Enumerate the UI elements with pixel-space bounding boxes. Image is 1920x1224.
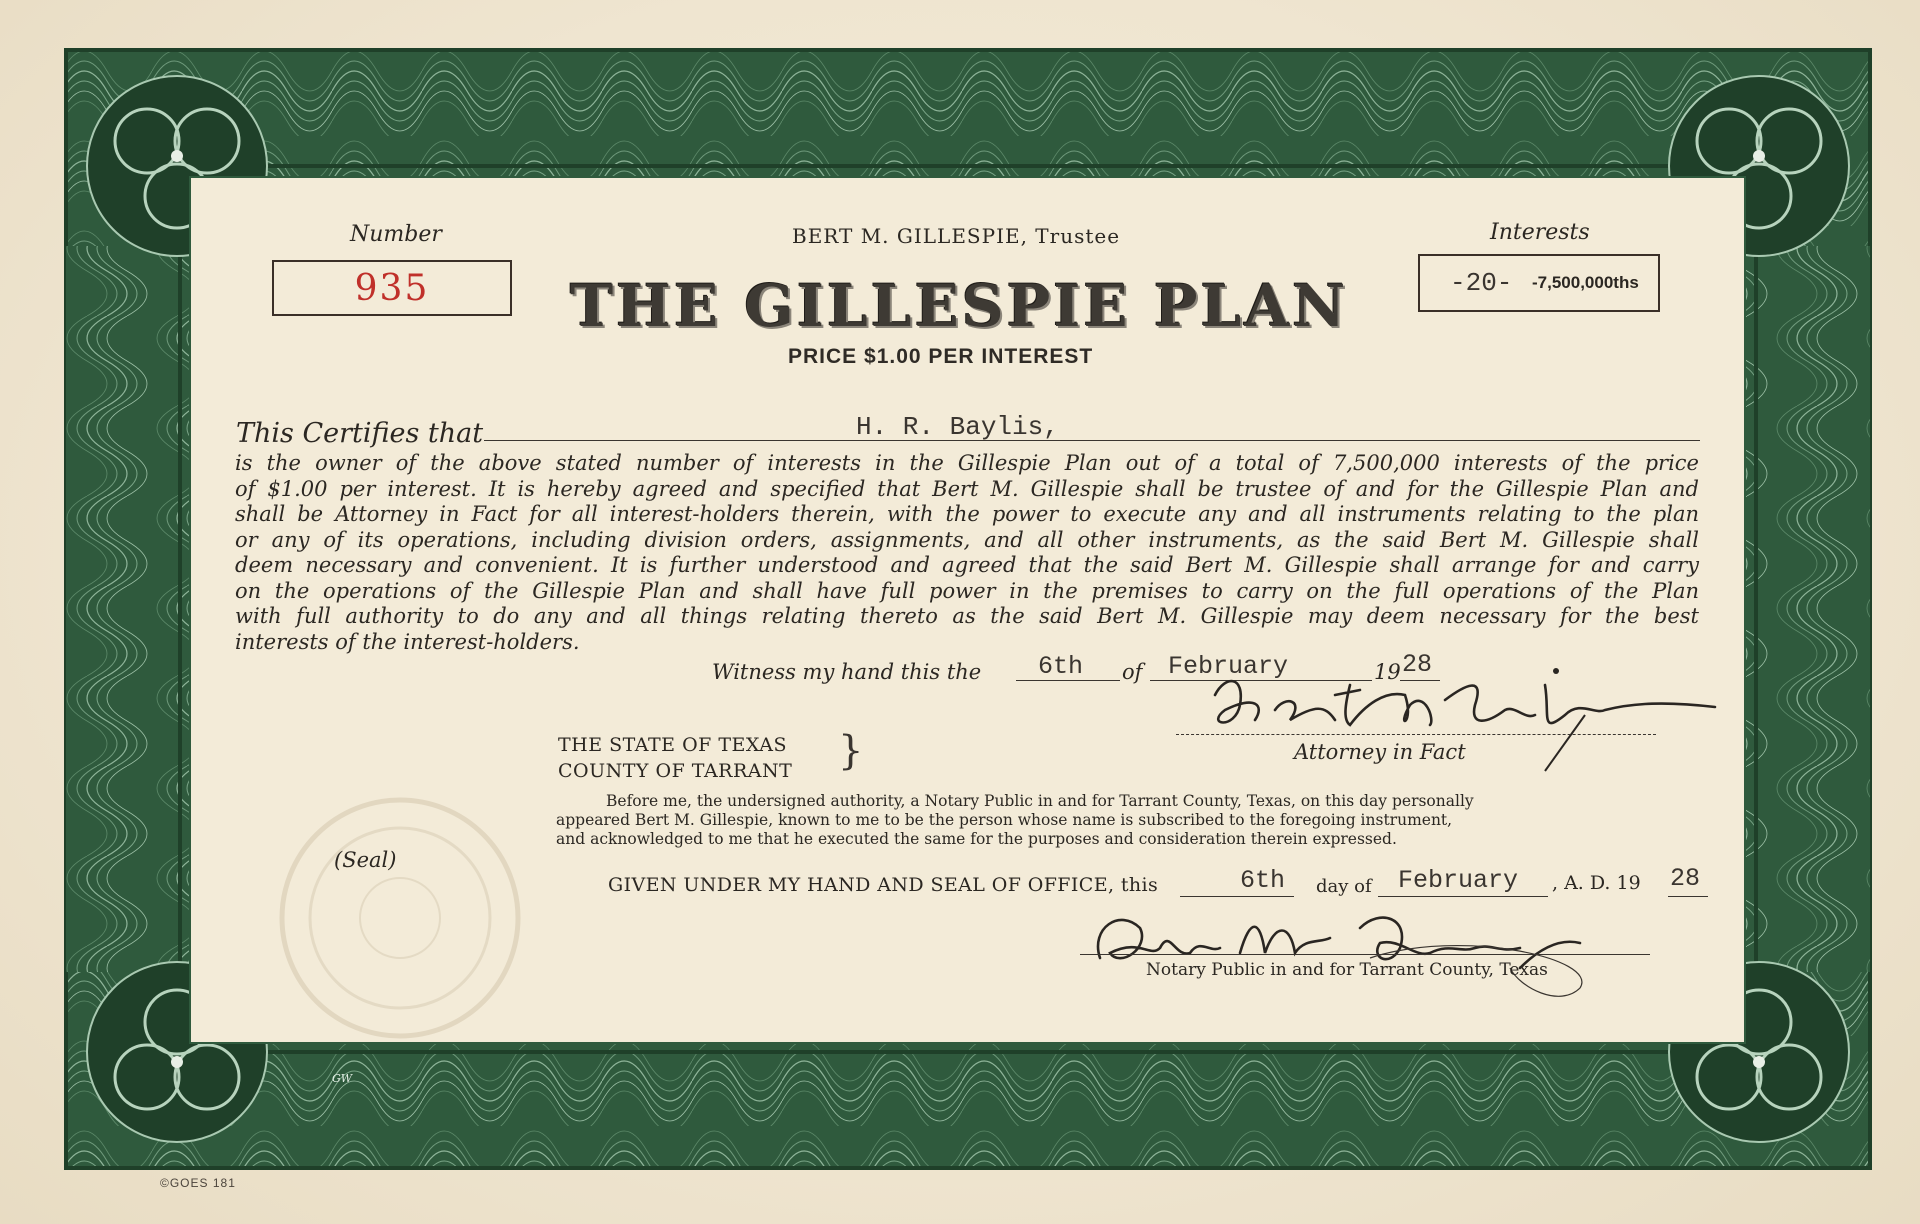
notary-line: and acknowledged to me that he executed the same for the purposes and consideration therein expressed. bbox=[556, 830, 1397, 848]
state-brace: } bbox=[838, 728, 864, 774]
number-box bbox=[272, 260, 512, 316]
state-line: THE STATE OF TEXAS bbox=[558, 734, 787, 756]
attorney-label: Attorney in Fact bbox=[1294, 740, 1466, 764]
given-month-line bbox=[1378, 896, 1548, 897]
given-day: 6th bbox=[1240, 866, 1286, 895]
body-line: shall be Attorney in Fact for all interest-holders therein, with the power to execute any and all instruments relating to the plan bbox=[235, 502, 1699, 526]
given-month: February bbox=[1398, 866, 1519, 895]
notary-line: Before me, the undersigned authority, a Notary Public in and for Tarrant County, Texas, on this day personally bbox=[606, 792, 1474, 810]
notary-seal bbox=[270, 788, 530, 1048]
number-label: Number bbox=[350, 222, 442, 247]
witness-day: 6th bbox=[1038, 652, 1084, 681]
body-line: or any of its operations, including division orders, assignments, and all other instruments, as the said Bert M. Gillespie shall bbox=[235, 527, 1699, 552]
county-line: COUNTY OF TARRANT bbox=[558, 760, 793, 782]
body-line: interests of the interest-holders. bbox=[235, 629, 580, 654]
interests-label: Interests bbox=[1490, 220, 1590, 245]
body-line: of $1.00 per interest. It is hereby agreed and specified that Bert M. Gillespie shall be trustee of and for the Gillespie Plan and bbox=[235, 476, 1699, 501]
interests-denominator: -7,500,000ths bbox=[1532, 273, 1639, 292]
price-line: PRICE $1.00 PER INTEREST bbox=[788, 345, 1094, 368]
seal-label: (Seal) bbox=[334, 848, 397, 872]
certificate-number: 935 bbox=[354, 268, 430, 309]
given-year-line bbox=[1668, 896, 1708, 897]
witness-label: Witness my hand this the bbox=[712, 660, 982, 684]
notary-paragraph bbox=[556, 792, 1698, 849]
witness-month: February bbox=[1168, 652, 1289, 681]
notary-signature bbox=[1080, 898, 1640, 998]
given-label: GIVEN UNDER MY HAND AND SEAL OF OFFICE, this bbox=[608, 874, 1159, 896]
notary-caption: Notary Public in and for Tarrant County, Texas bbox=[1146, 960, 1548, 980]
witness-year: 28 bbox=[1402, 650, 1433, 679]
body-line: with full authority to do any and all things relating thereto as the said Bert M. Gillespie may deem necessary for the best bbox=[235, 604, 1699, 628]
notary-line: appeared Bert M. Gillespie, known to me to be the person whose name is subscribed to the foregoing instrument, bbox=[556, 811, 1453, 829]
given-day-line bbox=[1180, 896, 1294, 897]
notary-signature-line bbox=[1080, 954, 1650, 955]
body-line: deem necessary and convenient. It is further understood and agreed that the said Bert M. Gillespie shall arrange for and carry bbox=[235, 553, 1699, 577]
given-year: 28 bbox=[1670, 864, 1701, 893]
engraver-mark: GW bbox=[332, 1072, 353, 1085]
attorney-signature-line bbox=[1176, 734, 1656, 735]
certifies-label: This Certifies that bbox=[236, 418, 484, 449]
certificate-body bbox=[235, 451, 1699, 655]
given-day-of: day of bbox=[1316, 876, 1372, 897]
certificate-title: THE GILLESPIE PLAN bbox=[570, 272, 1349, 340]
given-ad: , A. D. 19 bbox=[1552, 872, 1641, 894]
witness-year-prefix: 19 bbox=[1374, 660, 1401, 684]
interests-box bbox=[1418, 254, 1660, 312]
holder-name: H. R. Baylis, bbox=[856, 412, 1059, 442]
body-line: is the owner of the above stated number of interests in the Gillespie Plan out of a total of 7,500,000 interests of the price bbox=[235, 451, 1699, 475]
printer-mark: ©GOES 181 bbox=[160, 1176, 236, 1190]
body-line: on the operations of the Gillespie Plan and shall have full power in the premises to carry on the full operations of the Plan bbox=[235, 578, 1699, 603]
witness-of: of bbox=[1122, 660, 1143, 684]
interests-amount: -20- bbox=[1450, 268, 1513, 298]
holder-underline bbox=[484, 440, 1700, 441]
trustee-line: BERT M. GILLESPIE, Trustee bbox=[792, 224, 1121, 248]
